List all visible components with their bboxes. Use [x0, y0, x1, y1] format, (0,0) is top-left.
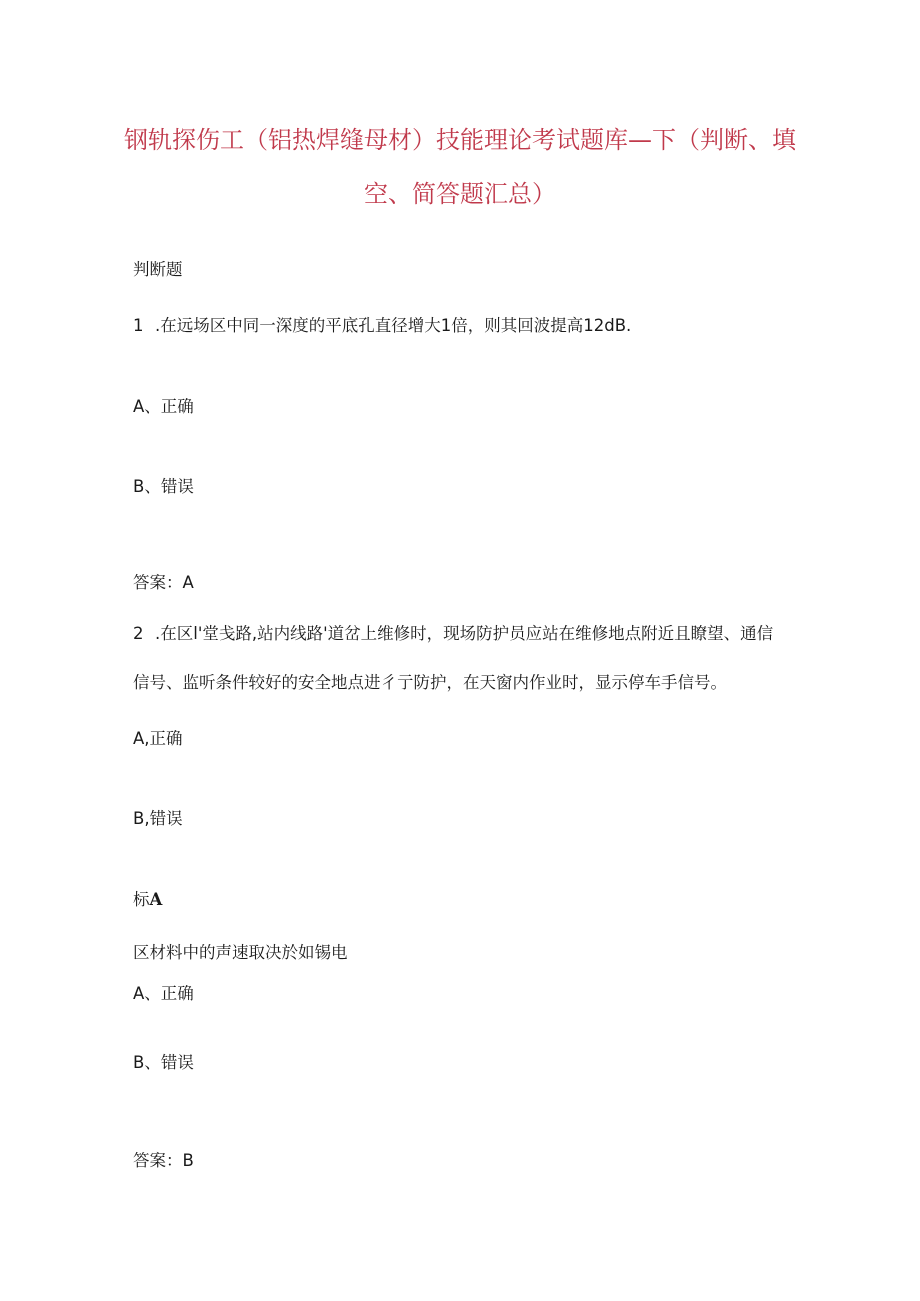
question-2-answer: [133, 886, 162, 910]
question-text: .在远场区中同一深度的平底孔直径增大1倍，则其回波提高12dB.: [155, 316, 632, 335]
answer-letter: A: [149, 890, 163, 909]
question-text-line-1: .在区l'堂戋路,站内线路'道岔上维修时，现场防护员应站在维修地点附近且瞭望、通信: [155, 624, 774, 643]
title-line-2: 空、简答题汇总）: [364, 180, 556, 208]
question-3-option-b: B、错误: [133, 1053, 194, 1072]
document-title: [100, 113, 820, 221]
question-1-answer: 答案：A: [133, 573, 194, 592]
question-2-option-a: A,正确: [133, 729, 183, 748]
title-line-1: 钢轨探伤工（铝热焊缝母材）技能理论考试题库—下（判断、填: [124, 126, 796, 154]
question-2-text-line-2: 信号、监听条件较好的安全地点进彳亍防护，在天窗内作业时，显示停车手信号。: [133, 673, 727, 692]
question-number: 2: [133, 624, 144, 643]
question-2: [133, 620, 773, 644]
question-2-option-b: B,错误: [133, 809, 183, 828]
question-3-option-a: A、正确: [133, 984, 194, 1003]
question-1: [133, 312, 631, 336]
answer-prefix: 标: [133, 890, 150, 909]
question-3: 区材料中的声速取决於如锡电: [133, 943, 348, 962]
question-1-option-b: B、错误: [133, 477, 194, 496]
question-3-answer: 答案：B: [133, 1151, 194, 1170]
section-heading: 判断题: [133, 260, 183, 279]
question-number: 1: [133, 316, 144, 335]
question-1-option-a: A、正确: [133, 397, 194, 416]
